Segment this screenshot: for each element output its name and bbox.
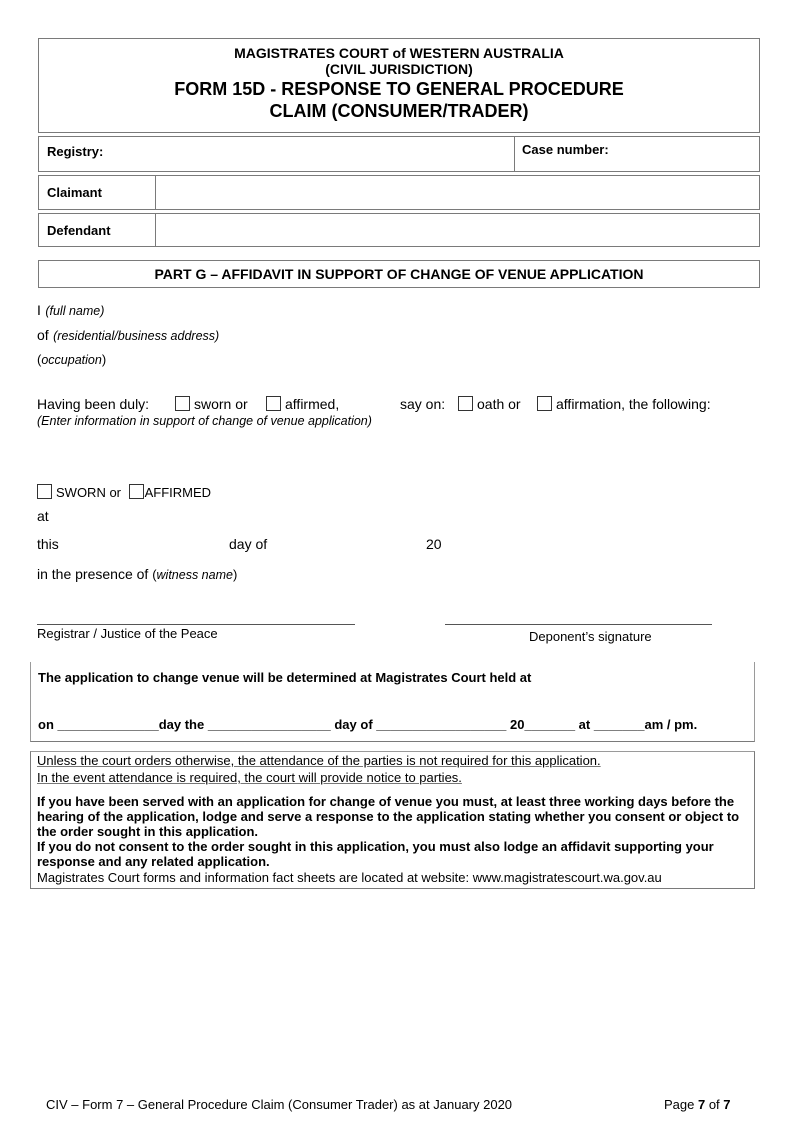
jurat-day-of-label: day of — [229, 536, 268, 552]
affirmation-label: affirmation, the following: — [556, 396, 711, 412]
notes-box — [30, 751, 755, 889]
oath-option — [458, 396, 521, 412]
i-label: I — [37, 302, 41, 318]
witness-open: ( — [152, 567, 157, 582]
affirmed-option — [266, 396, 339, 412]
court-name: MAGISTRATES COURT of WESTERN AUSTRALIA — [234, 45, 564, 61]
presence-line — [37, 566, 237, 582]
form-title-line-1: FORM 15D - RESPONSE TO GENERAL PROCEDURE — [174, 79, 624, 99]
part-g-title: PART G – AFFIDAVIT IN SUPPORT OF CHANGE OF VENUE APPLICATION — [154, 266, 644, 282]
jurisdiction: (CIVIL JURISDICTION) — [325, 61, 473, 77]
deponent-signature-line[interactable] — [445, 624, 712, 625]
jurat-sworn-checkbox[interactable] — [37, 484, 52, 499]
defendant-label: Defendant — [47, 223, 111, 238]
venue-heading: The application to change venue will be determined at Magistrates Court held at — [38, 670, 532, 685]
deponent-signature-label: Deponent’s signature — [529, 629, 652, 644]
claimant-field[interactable] — [157, 176, 759, 209]
venue-date-line: on ______________day the _________________ day of __________________ 20_______ at _______am / pm. — [38, 717, 698, 732]
full-name-hint: (full name) — [45, 304, 105, 318]
affirmed-label: affirmed, — [285, 396, 340, 412]
sworn-option — [175, 396, 248, 412]
occupation-line — [37, 352, 106, 367]
registry-label: Registry: — [47, 144, 104, 159]
of-label: of — [37, 327, 49, 343]
case-number-label: Case number: — [522, 142, 609, 157]
defendant-row — [38, 213, 760, 247]
oath-checkbox[interactable] — [458, 396, 473, 411]
registrar-signature-line[interactable] — [37, 624, 355, 625]
note-do-not-consent: If you do not consent to the order sought in this application, you must also lodge an affidavit supporting your response and any related application. — [37, 839, 714, 869]
registry-row — [38, 136, 760, 172]
full-name-line — [37, 302, 104, 320]
form-title-line-2: CLAIM (CONSUMER/TRADER) — [269, 101, 529, 121]
note-attendance-notice: In the event attendance is required, the court will provide notice to parties. — [37, 770, 462, 785]
defendant-field[interactable] — [157, 214, 759, 246]
page-prefix: Page — [664, 1097, 698, 1112]
note-website: Magistrates Court forms and information fact sheets are located at website: www.magistratescourt.wa.gov.au — [37, 870, 662, 885]
claimant-row — [38, 175, 760, 210]
jurat-affirmed-label: AFFIRMED — [144, 485, 212, 500]
footer-page-number — [664, 1097, 731, 1112]
jurat-affirmed-checkbox[interactable] — [129, 484, 144, 499]
footer-form-reference: CIV – Form 7 – General Procedure Claim (Consumer Trader) as at January 2020 — [46, 1097, 513, 1112]
note-served-response: If you have been served with an application for change of venue you must, at least three working days before the hearing of the application, lodge and serve a response to the application stating whether you consent or object to the order sought in this application. — [37, 794, 740, 839]
jurat-sworn-label: SWORN or — [56, 485, 121, 500]
occupation-close: ) — [101, 352, 107, 367]
jurat-sworn-affirmed — [37, 484, 211, 500]
affirmation-checkbox[interactable] — [537, 396, 552, 411]
jurat-this-label: this — [37, 536, 59, 552]
form-header — [38, 38, 760, 133]
enter-info-hint: (Enter information in support of change of venue application) — [37, 414, 372, 428]
claimant-label: Claimant — [47, 185, 102, 200]
presence-label: in the presence of — [37, 566, 149, 582]
occupation-open: ( — [37, 352, 42, 367]
page-of: of — [705, 1097, 724, 1112]
jurat-year-label: 20 — [426, 536, 442, 552]
sworn-or-label: sworn or — [194, 396, 248, 412]
sworn-checkbox[interactable] — [175, 396, 190, 411]
affirmed-checkbox[interactable] — [266, 396, 281, 411]
address-hint: (residential/business address) — [53, 329, 220, 343]
page-total: 7 — [723, 1097, 731, 1112]
address-line — [37, 327, 219, 345]
affirmation-option — [537, 396, 711, 412]
jurat-at-label: at — [37, 508, 49, 524]
having-been-duly-label: Having been duly: — [37, 396, 150, 412]
witness-hint: witness name — [156, 568, 233, 582]
say-on-label: say on: — [400, 396, 446, 412]
occupation-hint: occupation — [41, 353, 102, 367]
witness-close: ) — [232, 567, 238, 582]
page-current: 7 — [697, 1097, 706, 1112]
oath-or-label: oath or — [477, 396, 521, 412]
venue-box — [30, 662, 755, 742]
note-attendance-not-required: Unless the court orders otherwise, the attendance of the parties is not required for this application. — [37, 753, 601, 768]
registrar-label: Registrar / Justice of the Peace — [37, 626, 218, 641]
part-g-title-box — [38, 260, 760, 288]
